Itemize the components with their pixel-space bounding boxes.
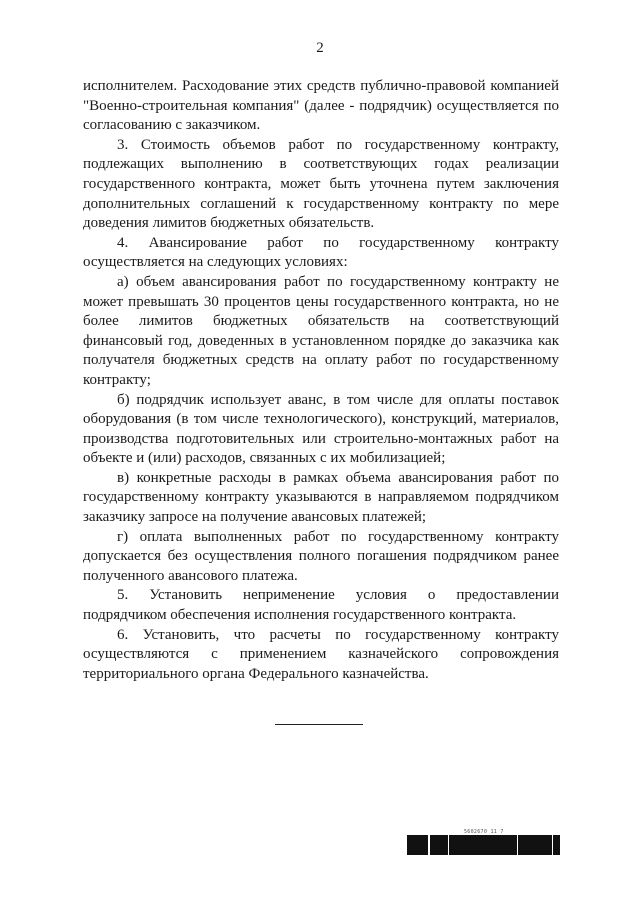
- paragraph-subitem-v: в) конкретные расходы в рамках объема авансирования работ по государственному контракту указываются в направляемом подрядчиком заказчику запросе на получение авансовых платежей;: [83, 469, 559, 526]
- barcode-code: 5602670 11 7: [464, 829, 504, 835]
- paragraph-item-5: 5. Установить неприменение условия о предоставлении подрядчиком обеспечения исполнения государственного контракта.: [83, 587, 559, 624]
- paragraph-item-3: 3. Стоимость объемов работ по государственному контракту, подлежащих выполнению в соответствующих годах реализации государственного контракта, может быть уточнена путем заключения дополнительных соглашений к государственному контракту по мере доведения лимитов бюджетных обязательств.: [83, 136, 559, 232]
- paragraph-item-6: 6. Установить, что расчеты по государственному контракту осуществляются с применением казначейского сопровождения территориального органа Федерального казначейства.: [83, 626, 559, 682]
- paragraph-subitem-a: а) объем авансирования работ по государственному контракту не может превышать 30 процентов цены государственного контракта, но не более лимитов бюджетных обязательств на соответствующий финансовый год, доведенных в установленном порядке до заказчика как получателя бюджетных средств на оплату работ по государственному контракту;: [83, 273, 559, 388]
- paragraph-item-4: 4. Авансирование работ по государственному контракту осуществляется на следующих условиях:: [83, 234, 559, 271]
- paragraph-continuation: исполнителем. Расходование этих средств публично-правовой компанией "Военно-строительная компания" (далее - подрядчик) осуществляется по согласованию с заказчиком.: [83, 78, 559, 134]
- paragraph-subitem-g: г) оплата выполненных работ по государственному контракту допускается без осуществления полного погашения подрядчиком ранее полученного авансового платежа.: [83, 528, 559, 584]
- barcode: [405, 835, 561, 855]
- document-body: [83, 77, 559, 684]
- page-number: 2: [316, 40, 324, 56]
- paragraph-subitem-b: б) подрядчик использует аванс, в том числе для оплаты поставок оборудования (в том числе технологического), конструкций, материалов, производства подготовительных или строительно-монтажных работ на объекте и (или) расходов, связанных с их мобилизацией;: [83, 391, 559, 467]
- end-of-text-rule: [275, 724, 363, 725]
